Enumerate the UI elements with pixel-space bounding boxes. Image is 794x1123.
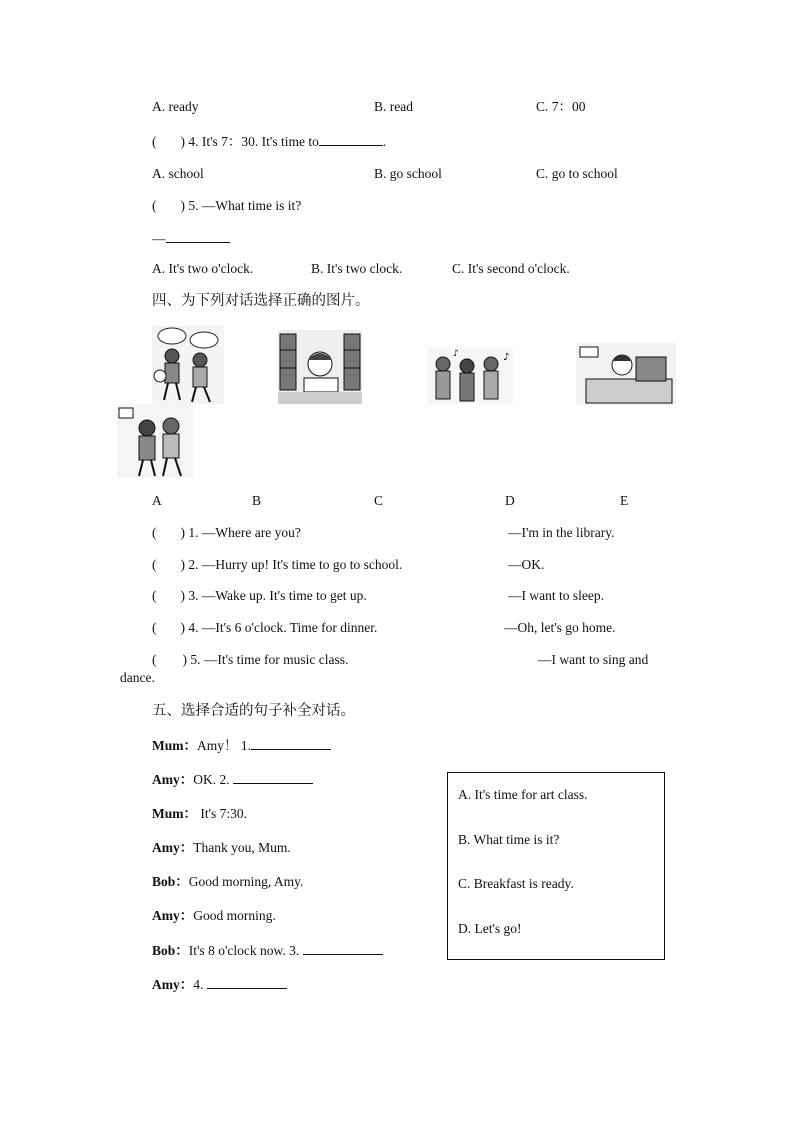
q3-option-c: C. 7：00 xyxy=(536,99,586,114)
dialogue-text: Thank you, Mum. xyxy=(193,840,291,855)
q3-option-b: B. read xyxy=(374,99,413,114)
q4-line xyxy=(152,133,386,150)
picture-letter-b: B xyxy=(252,493,262,508)
s4-item-5-text: 5. —It's time for music class. xyxy=(190,652,349,667)
s4-item-2-text: 2. —Hurry up! It's time to go to school. xyxy=(188,557,403,572)
picture-letter-d: D xyxy=(505,493,515,508)
child-waking-up-picture xyxy=(576,343,676,405)
q5-answer-blank[interactable] xyxy=(166,230,230,243)
s4-item-4-answer: —Oh, let's go home. xyxy=(504,620,616,635)
dialogue-line-6 xyxy=(152,908,276,924)
answer-paren-close: ) xyxy=(180,525,185,540)
s4-item-1-question xyxy=(152,525,301,541)
q4-option-c: C. go to school xyxy=(536,166,618,181)
dialogue-line-8 xyxy=(152,976,287,993)
answer-paren-open: ( xyxy=(152,652,157,667)
q3-option-a: A. ready xyxy=(152,99,199,114)
speaker-label: Amy： xyxy=(152,840,194,855)
q4-option-b: B. go school xyxy=(374,166,442,181)
answer-paren-open: ( xyxy=(152,588,157,603)
blank-4[interactable] xyxy=(207,976,287,989)
children-walking-to-school-picture xyxy=(117,404,193,478)
dialogue-line-1 xyxy=(152,737,331,754)
s4-item-5-question xyxy=(152,652,348,668)
answer-paren-close: ) xyxy=(182,652,187,667)
s4-item-5-answer: —I want to sing and xyxy=(538,652,649,667)
dialogue-text: Amy！ 1. xyxy=(197,738,251,753)
s4-item-2-question xyxy=(152,557,402,573)
dialogue-text: It's 7:30. xyxy=(197,806,248,821)
picture-letter-c: C xyxy=(374,493,384,508)
children-singing-picture xyxy=(427,348,513,404)
speaker-label: Amy： xyxy=(152,772,194,787)
answer-paren-close: ) xyxy=(180,134,185,149)
speaker-label: Bob： xyxy=(152,943,189,958)
s4-item-4-text: 4. —It's 6 o'clock. Time for dinner. xyxy=(188,620,378,635)
s4-item-5-wrap: dance. xyxy=(120,670,155,685)
s4-item-1-answer: —I'm in the library. xyxy=(508,525,615,540)
speaker-label: Amy： xyxy=(152,908,194,923)
answer-paren-open: ( xyxy=(152,525,157,540)
s4-item-3-question xyxy=(152,588,367,604)
speaker-label: Bob： xyxy=(152,874,189,889)
dialogue-line-7 xyxy=(152,942,383,959)
svg-text:♪: ♪ xyxy=(503,352,510,363)
answer-paren-close: ) xyxy=(180,620,185,635)
q5-option-c: C. It's second o'clock. xyxy=(452,261,570,276)
s4-item-2-answer: —OK. xyxy=(508,557,545,572)
q5-line xyxy=(152,198,301,214)
q4-option-a: A. school xyxy=(152,166,204,181)
section4-title: 四、为下列对话选择正确的图片。 xyxy=(152,293,370,309)
s4-item-4-question xyxy=(152,620,377,636)
picture-letter-e: E xyxy=(620,493,629,508)
dialogue-text: It's 8 o'clock now. 3. xyxy=(188,943,303,958)
q4-answer-blank[interactable] xyxy=(319,133,383,146)
dialogue-line-4 xyxy=(152,840,291,856)
option-a: A. It's time for art class. xyxy=(458,787,588,802)
option-c: C. Breakfast is ready. xyxy=(458,876,574,891)
q5-option-a: A. It's two o'clock. xyxy=(152,261,254,276)
boy-in-library-picture xyxy=(278,330,362,404)
q5-question-text: 5. —What time is it? xyxy=(188,198,302,213)
answer-paren-close: ) xyxy=(180,588,185,603)
dialogue-text: Good morning. xyxy=(193,908,276,923)
s4-item-1-text: 1. —Where are you? xyxy=(188,525,301,540)
blank-3[interactable] xyxy=(303,942,383,955)
speaker-label: Mum： xyxy=(152,806,197,821)
q4-question-text: 4. It's 7：30. It's time to xyxy=(188,134,319,149)
speaker-label: Mum： xyxy=(152,738,197,753)
children-playing-football-picture xyxy=(152,326,224,404)
picture-letter-a: A xyxy=(152,493,162,508)
answer-paren-open: ( xyxy=(152,134,157,149)
q5-option-b: B. It's two clock. xyxy=(311,261,403,276)
section5-title: 五、选择合适的句子补全对话。 xyxy=(152,703,355,719)
answer-paren-open: ( xyxy=(152,198,157,213)
dialogue-line-5 xyxy=(152,874,303,890)
blank-2[interactable] xyxy=(233,771,313,784)
svg-text:♪: ♪ xyxy=(453,349,459,359)
answer-paren-close: ) xyxy=(180,557,185,572)
dialogue-line-3 xyxy=(152,806,247,822)
speaker-label: Amy： xyxy=(152,977,194,992)
q5-answer-dash: — xyxy=(152,231,166,246)
option-b: B. What time is it? xyxy=(458,832,560,847)
s4-item-3-answer: —I want to sleep. xyxy=(508,588,604,603)
dialogue-line-2 xyxy=(152,771,313,788)
q4-end: . xyxy=(382,134,387,149)
answer-paren-open: ( xyxy=(152,620,157,635)
s4-item-3-text: 3. —Wake up. It's time to get up. xyxy=(188,588,367,603)
dialogue-text: 4. xyxy=(193,977,207,992)
answer-paren-open: ( xyxy=(152,557,157,572)
options-box xyxy=(447,772,665,960)
answer-paren-close: ) xyxy=(180,198,185,213)
blank-1[interactable] xyxy=(251,737,331,750)
option-d: D. Let's go! xyxy=(458,921,522,936)
q5-answer-line xyxy=(152,230,230,247)
dialogue-text: Good morning, Amy. xyxy=(188,874,304,889)
dialogue-text: OK. 2. xyxy=(193,772,233,787)
